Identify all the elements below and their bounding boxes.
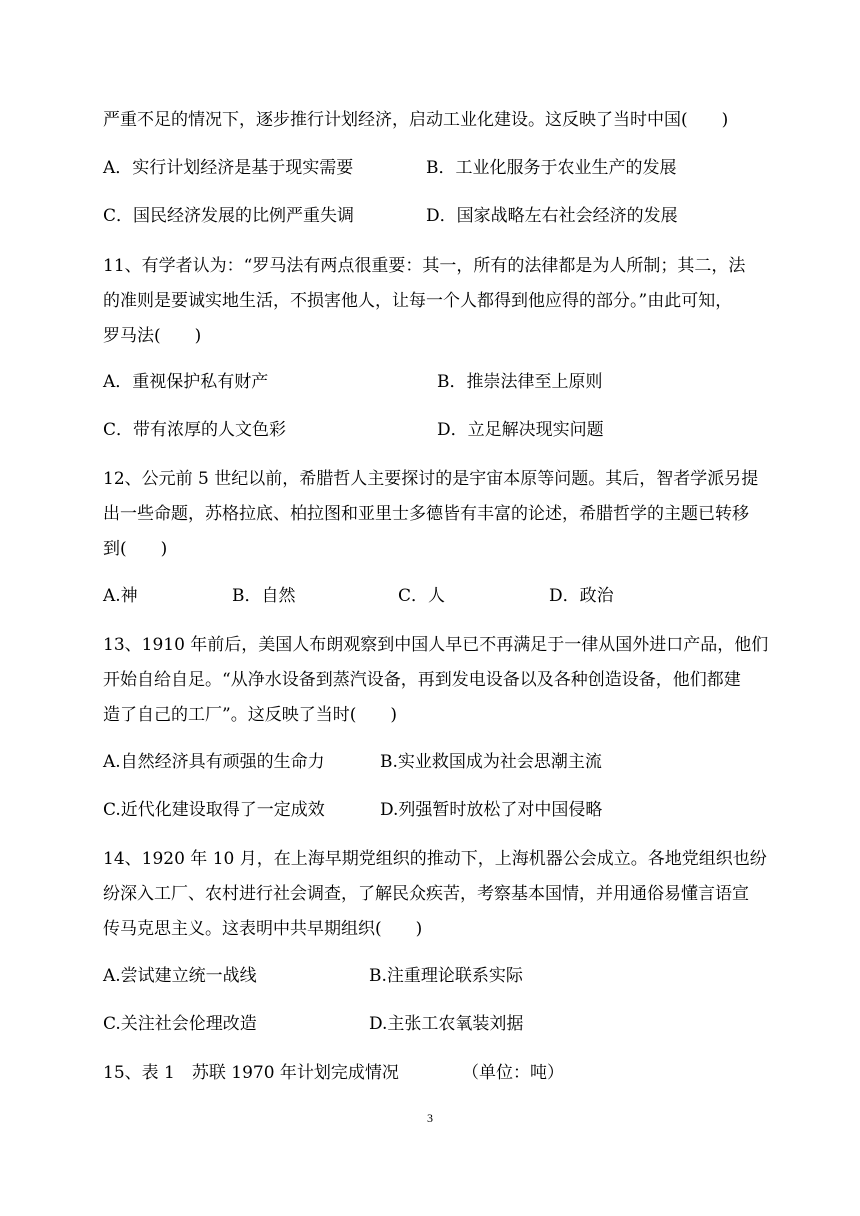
q11-option-a: A．重视保护私有财产 xyxy=(103,372,269,392)
q12-stem-line-2: 出一些命题，苏格拉底、柏拉图和亚里士多德皆有丰富的论述，希腊哲学的主题已转移 xyxy=(103,504,749,524)
q10-option-a: A．实行计划经济是基于现实需要 xyxy=(103,158,354,178)
page-number: 3 xyxy=(427,1111,433,1125)
q14-option-b: B.注重理论联系实际 xyxy=(369,966,523,986)
q11-stem-line-1: 11、有学者认为：“罗马法有两点很重要：其一，所有的法律都是为人所制；其二，法 xyxy=(103,256,746,276)
q15-table-title: 15、表 1 苏联 1970 年计划完成情况 xyxy=(103,1063,399,1083)
q14-option-d: D.主张工农氧装刘据 xyxy=(369,1014,524,1034)
q12-stem-line-1: 12、公元前 5 世纪以前，希腊哲人主要探讨的是宇宙本原等问题。其后，智者学派另提 xyxy=(103,469,759,489)
q13-option-a: A.自然经济具有顽强的生命力 xyxy=(103,752,325,772)
q14-stem-line-3: 传马克思主义。这表明中共早期组织( ) xyxy=(103,919,423,939)
q13-stem-line-3: 造了自己的工厂”。这反映了当时( ) xyxy=(103,705,397,725)
q13-option-b: B.实业救国成为社会思潮主流 xyxy=(380,752,602,772)
q11-option-c: C．带有浓厚的人文色彩 xyxy=(103,420,287,440)
q10-option-b: B．工业化服务于农业生产的发展 xyxy=(426,158,677,178)
q10-option-d: D．国家战略左右社会经济的发展 xyxy=(426,206,678,226)
q11-option-d: D．立足解决现实问题 xyxy=(437,420,604,440)
q11-stem-line-3: 罗马法( ) xyxy=(103,326,202,346)
q12-stem-line-3: 到( ) xyxy=(103,539,168,559)
q13-stem-line-2: 开始自给自足。“从净水设备到蒸汽设备，再到发电设备以及各种创造设备，他们都建 xyxy=(103,670,741,690)
q13-option-d: D.列强暂时放松了对中国侵略 xyxy=(380,800,603,820)
q10-stem-line: 严重不足的情况下，逐步推行计划经济，启动工业化建设。这反映了当时中国( ) xyxy=(103,110,729,130)
q12-option-b: B．自然 xyxy=(232,586,296,606)
q13-stem-line-1: 13、1910 年前后，美国人布朗观察到中国人早已不再满足于一律从国外进口产品，他们 xyxy=(103,635,769,655)
q12-option-a: A.神 xyxy=(103,586,138,606)
q14-option-a: A.尝试建立统一战线 xyxy=(103,966,257,986)
q15-table-unit: （单位：吨） xyxy=(462,1063,564,1083)
q11-option-b: B．推崇法律至上原则 xyxy=(437,372,603,392)
q14-stem-line-1: 14、1920 年 10 月，在上海早期党组织的推动下，上海机器公会成立。各地党组织也纷 xyxy=(103,849,767,869)
q11-stem-line-2: 的准则是要诚实地生活，不损害他人，让每一个人都得到他应得的部分。”由此可知， xyxy=(103,291,733,311)
q14-option-c: C.关注社会伦理改造 xyxy=(103,1014,257,1034)
q10-option-c: C．国民经济发展的比例严重失调 xyxy=(103,206,355,226)
q12-option-d: D．政治 xyxy=(549,586,614,606)
q13-option-c: C.近代化建设取得了一定成效 xyxy=(103,800,325,820)
q12-option-c: C．人 xyxy=(398,586,446,606)
q14-stem-line-2: 纷深入工厂、农村进行社会调查，了解民众疾苦，考察基本国情，并用通俗易懂言语宣 xyxy=(103,884,749,904)
